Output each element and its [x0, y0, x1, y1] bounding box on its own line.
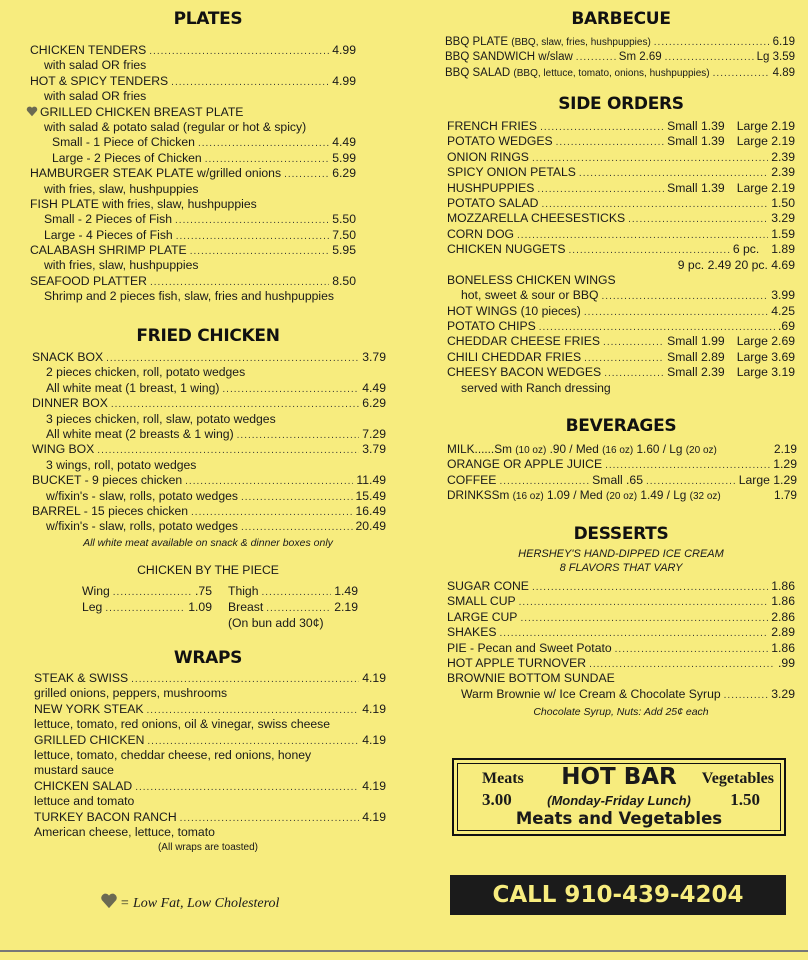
item-price: 5.95 [332, 243, 356, 258]
menu-item-row [32, 396, 386, 411]
item-price: .99 [778, 655, 795, 670]
item-name: SPICY ONION PETALS [447, 165, 576, 180]
menu-item-row [32, 489, 386, 504]
item-name: GRILLED CHICKEN BREAST PLATE [40, 104, 244, 119]
bun-note: (On bun add 30¢) [228, 616, 324, 630]
item-name: CHICKEN NUGGETS [447, 242, 566, 257]
item-name: POTATO SALAD [447, 195, 539, 210]
item-small-price: 6 pc. [732, 242, 760, 257]
item-price: 4.49 [362, 380, 386, 395]
vegetables-price: 1.50 [730, 790, 760, 809]
menu-item-row [447, 641, 795, 656]
item-price: 11.49 [356, 473, 386, 488]
item-name: CHICKEN SALAD [34, 778, 133, 793]
item-price: 2.39 [771, 149, 795, 164]
wraps-list [34, 671, 386, 840]
hot-bar-subtitle: (Monday-Friday Lunch) [547, 793, 691, 808]
item-price: 1.86 [771, 594, 795, 609]
hot-bar-box [452, 758, 786, 836]
desserts-list [447, 579, 795, 702]
item-price: 1.59 [771, 226, 795, 241]
item-name: Small - 2 Pieces of Fish [44, 212, 173, 227]
item-description: with salad OR fries [44, 58, 147, 73]
item-description: with fries, slaw, hushpuppies [44, 181, 199, 196]
item-description: 2 pieces chicken, roll, potato wedges [46, 365, 246, 380]
barbecue-list [445, 35, 795, 81]
item-name: DINNER BOX [32, 396, 108, 411]
item-name: MOZZARELLA CHEESESTICKS [447, 211, 626, 226]
menu-item-row [447, 319, 795, 334]
item-name: GRILLED CHICKEN [34, 732, 145, 747]
item-description: 3 pieces chicken, roll, slaw, potato wedges [46, 411, 276, 426]
item-small-price: Small 1.39 [667, 119, 725, 133]
wraps-toasted-note: (All wraps are toasted) [157, 842, 259, 853]
menu-item-row [26, 105, 356, 120]
menu-item-row [447, 579, 795, 594]
fried-chicken-title: FRIED CHICKEN [136, 326, 280, 346]
hot-bar-title: HOT BAR [561, 764, 677, 790]
plates-list [30, 43, 356, 305]
item-small-price: Small 1.39 [667, 180, 725, 195]
item-name: SEAFOOD PLATTER [30, 273, 147, 288]
menu-item-row [30, 43, 356, 58]
menu-item-row [34, 733, 386, 748]
item-name: POTATO WEDGES [447, 134, 553, 149]
menu-item-row [447, 165, 795, 180]
barbecue-title: BARBECUE [571, 9, 671, 29]
item-name: POTATO CHIPS [447, 319, 536, 334]
item-name: hot, sweet & sour or BBQ [461, 288, 599, 303]
item-price: 3.29 [771, 211, 795, 226]
item-price: 1.86 [771, 579, 795, 593]
desserts-sub1: HERSHEY'S HAND-DIPPED ICE CREAM [518, 548, 724, 560]
desserts-note: Chocolate Syrup, Nuts: Add 25¢ each [533, 706, 709, 718]
item-price: 4.19 [362, 809, 386, 824]
item-name: SNACK BOX [32, 350, 104, 364]
menu-item-row [30, 166, 356, 181]
item-description: served with Ranch dressing [461, 380, 611, 395]
item-name: HOT WINGS (10 pieces) [447, 303, 581, 318]
menu-item-row [30, 212, 356, 227]
menu-item-row [447, 181, 795, 196]
item-price: 6.29 [362, 396, 386, 411]
item-name: Warm Brownie w/ Ice Cream & Chocolate Syrup [461, 686, 721, 701]
item-description: 3 wings, roll, potato wedges [46, 457, 197, 472]
item-large-price: Large 3.19 [736, 365, 795, 380]
drinks-row: DRINKSSm (16 oz) 1.09 / Med (20 oz) 1.49 / Lg (32 oz) 1.79 [447, 488, 797, 503]
item-price: 4.19 [362, 671, 386, 685]
menu-item-row [32, 519, 386, 534]
item-description: lettuce, tomato, cheddar cheese, red onions, honey [34, 747, 312, 762]
item-name: BARREL - 15 pieces chicken [32, 503, 189, 518]
item-name: CHICKEN TENDERS [30, 43, 147, 57]
white-meat-note: All white meat available on snack & dinner boxes only [83, 537, 333, 549]
menu-item-row [447, 610, 795, 625]
item-name: STEAK & SWISS [34, 671, 129, 685]
side-orders-title: SIDE ORDERS [558, 94, 684, 114]
item-price: .69 [778, 319, 795, 334]
desserts-title: DESSERTS [573, 524, 669, 544]
menu-item-row [447, 242, 795, 257]
menu-item-row [30, 243, 356, 258]
item-price: 4.49 [332, 135, 356, 150]
heart-icon [26, 106, 38, 117]
piece-thigh: Thigh ..... 1.49 [228, 583, 358, 601]
item-price: 3.99 [771, 288, 795, 303]
item-price: 4.19 [362, 732, 386, 747]
item-price: 15.49 [355, 488, 386, 503]
item-name: PIE - Pecan and Sweet Potato [447, 640, 612, 655]
item-description: grilled onions, peppers, mushrooms [34, 686, 228, 701]
menu-item-row [447, 350, 795, 365]
item-name: HUSHPUPPIES [447, 180, 535, 195]
item-large-price: Large 2.19 [736, 180, 795, 195]
item-price: 7.29 [362, 426, 386, 441]
desserts-sub2: 8 FLAVORS THAT VARY [559, 562, 683, 574]
bbq-plate-row: BBQ PLATE (BBQ, slaw, fries, hushpuppies) ..... 6.19 [445, 35, 795, 50]
menu-item-row [34, 702, 386, 717]
item-price: 4.19 [362, 778, 386, 793]
item-price: 20.49 [355, 519, 386, 534]
item-price: 5.99 [332, 150, 356, 165]
menu-item-row [32, 504, 386, 519]
menu-item-row [447, 594, 795, 609]
item-large-price: 1.89 [771, 242, 795, 257]
menu-item-row [32, 350, 386, 365]
item-name: BUCKET - 9 pieces chicken [32, 473, 183, 488]
hot-bar-bottom: Meats and Vegetables [515, 809, 723, 828]
item-price: 7.50 [332, 227, 356, 242]
menu-item-row [32, 381, 386, 396]
beverages-title: BEVERAGES [565, 416, 677, 436]
item-name: w/fixin's - slaw, rolls, potato wedges [46, 519, 238, 534]
item-name: w/fixin's - slaw, rolls, potato wedges [46, 488, 238, 503]
item-large-price: Large 2.19 [736, 119, 795, 133]
item-name: All white meat (2 breasts & 1 wing) [46, 426, 234, 441]
item-name: SMALL CUP [447, 594, 516, 609]
menu-item-row [447, 625, 795, 640]
item-name: TURKEY BACON RANCH [34, 809, 177, 824]
menu-item-row [447, 365, 795, 380]
menu-item-row [447, 150, 795, 165]
plates-title: PLATES [173, 9, 243, 29]
item-description: lettuce, tomato, red onions, oil & vinegar, swiss cheese [34, 717, 331, 732]
item-name: SHAKES [447, 625, 497, 640]
menu-item-row [30, 74, 356, 89]
item-description: with salad OR fries [44, 89, 147, 104]
item-price: 4.99 [332, 73, 356, 88]
item-name: NEW YORK STEAK [34, 701, 144, 716]
menu-item-row [32, 473, 386, 488]
item-price: 3.79 [362, 442, 386, 457]
item-name: All white meat (1 breast, 1 wing) [46, 380, 220, 395]
menu-item-row [447, 211, 795, 226]
milk-row: MILK......Sm (10 oz) .90 / Med (16 oz) 1.60 / Lg (20 oz) 2.19 [447, 442, 797, 456]
item-price: 16.49 [355, 503, 386, 518]
menu-item-row [30, 274, 356, 289]
bottom-edge [0, 950, 808, 952]
item-name: Large - 2 Pieces of Chicken [52, 150, 202, 165]
menu-item-row [447, 304, 795, 319]
menu-item-row [447, 656, 795, 671]
item-name: ONION RINGS [447, 149, 529, 164]
item-name: WING BOX [32, 442, 95, 457]
legend [100, 893, 279, 912]
item-price: 2.86 [771, 609, 795, 624]
item-name: CHEDDAR CHEESE FRIES [447, 334, 601, 349]
piece-leg: Leg ..... 1.09 [82, 599, 212, 617]
hot-bar-inner [457, 763, 781, 831]
item-price: 8.50 [332, 273, 356, 288]
fried-chicken-list [32, 350, 386, 535]
vegetables-label: Vegetables [701, 770, 774, 787]
wraps-title: WRAPS [173, 648, 243, 668]
heart-icon [100, 893, 118, 909]
item-heading: FISH PLATE with fries, slaw, hushpuppies [30, 196, 257, 211]
item-price: 3.79 [362, 350, 386, 364]
piece-breast: Breast ..... 2.19 [228, 599, 358, 617]
menu-item-row [447, 134, 795, 149]
item-price: 6.29 [332, 166, 356, 181]
item-name: FRENCH FRIES [447, 119, 538, 133]
meats-label: Meats [482, 770, 524, 787]
item-name: CHILI CHEDDAR FRIES [447, 349, 582, 364]
item-name: HOT APPLE TURNOVER [447, 655, 587, 670]
item-price: 4.25 [771, 303, 795, 318]
item-extra-prices: 9 pc. 2.49 20 pc. 4.69 [677, 257, 795, 272]
menu-item-row [30, 228, 356, 243]
item-name: CORN DOG [447, 226, 515, 241]
item-small-price: Small 2.39 [667, 365, 725, 380]
item-price: 5.50 [332, 212, 356, 227]
bbq-sandwich-row: BBQ SANDWICH w/slaw ..... Sm 2.69 ..... Lg 3.59 [445, 50, 795, 65]
item-heading: BROWNIE BOTTOM SUNDAE [447, 671, 615, 686]
menu-item-row [447, 119, 795, 134]
juice-row: ORANGE OR APPLE JUICE ..... 1.29 [447, 457, 797, 472]
menu-item-row [447, 288, 795, 303]
item-description: with salad & potato salad (regular or hot & spicy) [44, 119, 307, 134]
item-large-price: Large 2.69 [736, 334, 795, 349]
menu-item-row [34, 671, 386, 686]
item-small-price: Small 1.99 [667, 334, 725, 349]
menu-item-row [32, 442, 386, 457]
menu-item-row [447, 687, 795, 702]
menu-item-row [447, 196, 795, 211]
by-the-piece-title: CHICKEN BY THE PIECE [137, 563, 279, 577]
item-name: CHEESY BACON WEDGES [447, 365, 602, 380]
item-price: 4.99 [332, 43, 356, 57]
menu-item-row [447, 334, 795, 349]
item-description: Shrimp and 2 pieces fish, slaw, fries and hushpuppies [44, 289, 334, 304]
item-small-price: Small 2.89 [667, 349, 725, 364]
item-large-price: Large 2.19 [736, 134, 795, 149]
bbq-salad-row: BBQ SALAD (BBQ, lettuce, tomato, onions, hushpuppies) ..... 4.89 [445, 66, 795, 81]
item-price: 4.19 [362, 701, 386, 716]
item-name: SUGAR CONE [447, 579, 529, 593]
item-price: 2.89 [771, 625, 795, 640]
item-name: Large - 4 Pieces of Fish [44, 227, 173, 242]
legend-text: = Low Fat, Low Cholesterol [120, 896, 280, 911]
menu-item-row [30, 135, 356, 150]
meats-price: 3.00 [482, 790, 512, 809]
item-description: American cheese, lettuce, tomato [34, 824, 215, 839]
item-name: HOT & SPICY TENDERS [30, 73, 169, 88]
coffee-row: COFFEE ..... Small .65 ..... Large 1.29 [447, 473, 797, 488]
menu-item-row [447, 227, 795, 242]
menu-item-row [30, 151, 356, 166]
item-price: 2.39 [771, 165, 795, 180]
item-name: CALABASH SHRIMP PLATE [30, 243, 187, 258]
item-heading: BONELESS CHICKEN WINGS [447, 272, 616, 287]
side-orders-list [447, 119, 795, 396]
item-name: HAMBURGER STEAK PLATE w/grilled onions [30, 166, 282, 181]
menu-item-row [34, 810, 386, 825]
item-description: lettuce and tomato [34, 794, 135, 809]
item-price: 1.50 [771, 195, 795, 210]
item-price: 1.86 [771, 640, 795, 655]
menu-item-row [34, 779, 386, 794]
item-price: 3.29 [771, 686, 795, 701]
beverages-list [447, 442, 797, 504]
menu-item-row [32, 427, 386, 442]
call-phone[interactable]: CALL 910-439-4204 [450, 875, 786, 915]
piece-wing: Wing ..... .75 [82, 583, 212, 601]
item-name: LARGE CUP [447, 609, 518, 624]
item-description: with fries, slaw, hushpuppies [44, 258, 199, 273]
item-small-price: Small 1.39 [667, 134, 725, 149]
item-large-price: Large 3.69 [736, 349, 795, 364]
item-description: mustard sauce [34, 763, 114, 778]
item-name: Small - 1 Piece of Chicken [52, 135, 195, 150]
